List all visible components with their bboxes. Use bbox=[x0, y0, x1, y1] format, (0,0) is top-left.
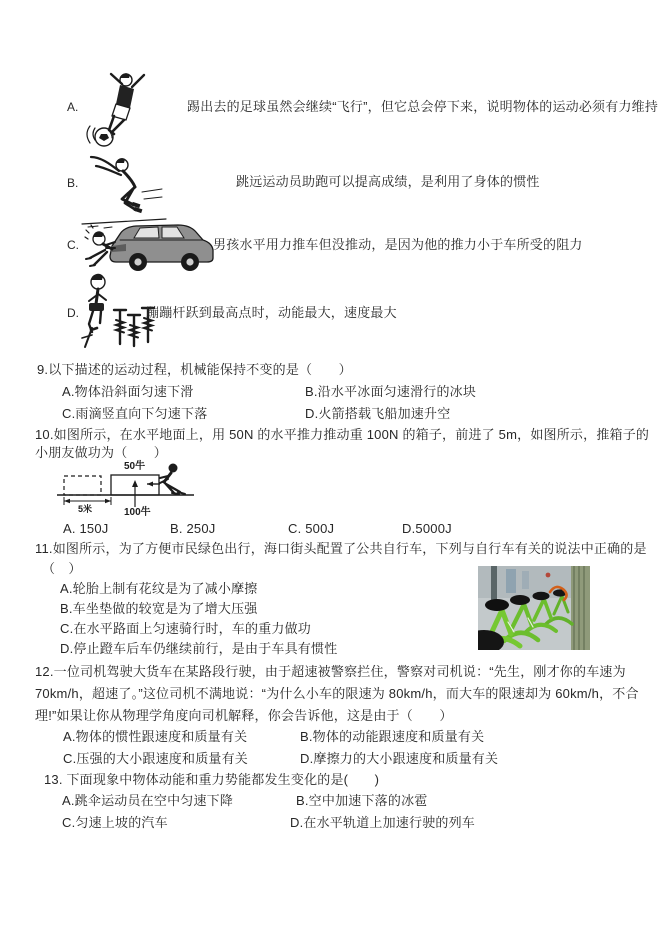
q13-option-a: A.跳伞运动员在空中匀速下降 bbox=[62, 793, 234, 808]
q13-option-d: D.在水平轨道上加速行驶的列车 bbox=[290, 815, 476, 830]
q8-option-a-text: 踢出去的足球虽然会继续“飞行”，但它总会停下来，说明物体的运动必须有力维持 bbox=[187, 99, 659, 114]
diagram-weight-label: 100牛 bbox=[124, 507, 151, 518]
diagram-force-label: 50牛 bbox=[124, 461, 146, 472]
pushed-box-force-diagram bbox=[56, 455, 198, 519]
q11-question-line2: （ ） bbox=[42, 561, 82, 576]
q10-option-c: C. 500J bbox=[288, 521, 335, 536]
q8-option-d-text: 蹦蹦杆跃到最高点时，动能最大，速度最大 bbox=[146, 305, 397, 320]
q9-option-d: D.火箭搭载飞船加速升空 bbox=[305, 406, 451, 421]
boy-pushing-car-illustration bbox=[82, 218, 214, 274]
q10-option-a: A. 150J bbox=[63, 521, 109, 536]
q13-option-b: B.空中加速下落的冰雹 bbox=[296, 793, 428, 808]
q10-option-b: B. 250J bbox=[170, 521, 216, 536]
q10-question-line2: 小朋友做功为（ ） bbox=[35, 445, 168, 460]
q8-option-c-text: 男孩水平用力推车但没推动，是因为他的推力小于车所受的阻力 bbox=[213, 237, 583, 252]
q10-option-d: D.5000J bbox=[402, 521, 452, 536]
q12-question-line2: 70km/h，超速了。”这位司机不满地说：“为什么小车的限速为 80km/h，而大车的限速却为 60km/h，不合 bbox=[35, 686, 639, 701]
green-public-bicycles-photo bbox=[478, 566, 590, 650]
q9-option-c: C.雨滴竖直向下匀速下落 bbox=[62, 406, 208, 421]
q11-option-b: B.车坐垫做的较宽是为了增大压强 bbox=[60, 601, 258, 616]
diagram-distance-label: 5米 bbox=[78, 504, 93, 514]
q8-option-b-label: B. bbox=[67, 176, 79, 190]
q12-option-c: C.压强的大小跟速度和质量有关 bbox=[63, 751, 249, 766]
q11-option-d: D.停止蹬车后车仍继续前行，是由于车具有惯性 bbox=[60, 641, 338, 656]
q9-option-b: B.沿水平冰面匀速滑行的冰块 bbox=[305, 384, 477, 399]
q8-option-c-label: C. bbox=[67, 238, 79, 252]
q12-question-line3: 理!”如果让你从物理学角度向司机解释，你会告诉他，这是由于（ ） bbox=[35, 708, 453, 723]
q11-option-a: A.轮胎上制有花纹是为了减小摩擦 bbox=[60, 581, 258, 596]
q12-option-a: A.物体的惯性跟速度和质量有关 bbox=[63, 729, 248, 744]
q11-option-c: C.在水平路面上匀速骑行时，车的重力做功 bbox=[60, 621, 312, 636]
q12-option-d: D.摩擦力的大小跟速度和质量有关 bbox=[300, 751, 499, 766]
q9-question: 9.以下描述的运动过程，机械能保持不变的是（ ） bbox=[37, 362, 352, 377]
q13-option-c: C.匀速上坡的汽车 bbox=[62, 815, 168, 830]
q12-option-b: B.物体的动能跟速度和质量有关 bbox=[300, 729, 485, 744]
q8-option-b-text: 跳远运动员助跑可以提高成绩，是利用了身体的惯性 bbox=[236, 174, 540, 189]
q11-question-line1: 11.如图所示，为了方便市民绿色出行，海口街头配置了公共自行车，下列与自行车有关的说法中正确的是 bbox=[35, 541, 647, 556]
q8-option-d-label: D. bbox=[67, 306, 79, 320]
q13-question: 13. 下面现象中物体动能和重力势能都发生变化的是( ) bbox=[44, 772, 380, 787]
q9-option-a: A.物体沿斜面匀速下滑 bbox=[62, 384, 194, 399]
q8-option-a-label: A. bbox=[67, 100, 79, 114]
soccer-player-kicking-ball-illustration bbox=[84, 70, 152, 150]
q12-question-line1: 12.一位司机驾驶大货车在某路段行驶，由于超速被警察拦住，警察对司机说：“先生，刚才你的车速为 bbox=[35, 664, 626, 679]
q10-question-line1: 10.如图所示，在水平地面上，用 50N 的水平推力推动重 100N 的箱子，前进了 5m，如图所示，推箱子的 bbox=[35, 427, 650, 442]
